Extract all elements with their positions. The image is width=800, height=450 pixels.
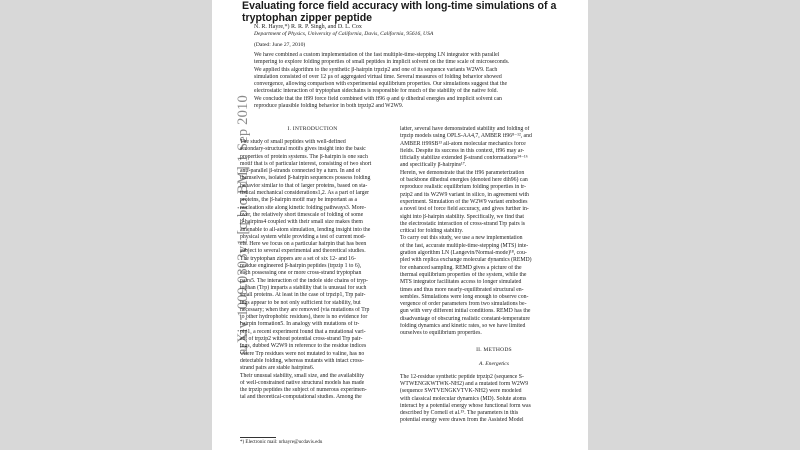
text-line: hairpin formation5. In analogy with mutations of tr- [240, 321, 360, 328]
abstract-line: reproduce plausible folding behavior in both trpzip2 and W2W9. [254, 103, 404, 110]
text-line: over, the relatively short timescale of folding of some [240, 211, 364, 218]
text-line: pzip2 and its W2W9 variant in silico, in agreement with [400, 191, 529, 198]
paragraph [400, 126, 588, 170]
abstract-line: We have combined a custom implementation of the fast multiple-time-stepping LN integrator with parallel [254, 52, 500, 58]
text-line: themselves, isolated β-hairpin sequences possess folding [240, 175, 371, 182]
paragraph [400, 170, 588, 236]
title-line: Evaluating force field accuracy with long-time simulations of a [242, 0, 557, 12]
paragraph [400, 235, 588, 337]
text-line: experiment. Simulation of the W2W9 variant embodies [400, 198, 528, 205]
subsection-heading-energetics: A. Energetics [479, 360, 509, 367]
text-line: necessary; when they are removed (via mutations of Trp [240, 306, 370, 313]
authors: N. R. Hayre,*) R. R. P. Singh, and D. L. Cox [254, 24, 362, 30]
text-line: vergence of order parameters from two simulations be- [400, 301, 527, 308]
text-line: strand pairs are stable hairpins6. [240, 365, 315, 372]
text-line: tal and theoretical-computational studies. Among the [240, 394, 362, 401]
text-line: Their unusual stability, small size, and the availability [240, 372, 365, 379]
title-line: tryptophan zipper peptide [242, 12, 373, 24]
text-line: to other hydrophobic residues), there is no evidence for [240, 314, 368, 321]
text-line: residue engineered β-hairpin peptides (trpzip 1 to 6), [240, 263, 362, 270]
text-line: ings, dubbed W2W9 in reference to the residue indices [240, 343, 367, 350]
text-line: gration algorithm LN (Langevin/Normal-mode)¹⁸, cou- [400, 250, 527, 257]
text-line: pled with replica exchange molecular dynamics (REMD) [400, 257, 532, 264]
text-line: ant of trpzip2 without potential cross-strand Trp pair- [240, 336, 363, 343]
section-heading-methods: II. METHODS [476, 346, 512, 353]
text-line: of backbone dihedral energies (denoted here dih96) can [400, 177, 528, 184]
text-line: a novel test of force field accuracy, and gives further in- [400, 206, 529, 213]
text-line: secondary-structural motifs gives insight into the basic [240, 146, 366, 153]
text-line: properties of protein systems. The β-hairpin is one such [240, 153, 368, 160]
text-line: each possessing one or more cross-strand tryptophan [240, 270, 362, 277]
text-line: AMBER ff99SB¹³ all-atom molecular mechanics force [400, 140, 526, 147]
text-line: sight into β-hairpin stability. Specifically, we find that [400, 213, 525, 220]
text-line: motif that is of particular interest, consisting of two short [240, 160, 372, 167]
text-line: where Trp residues were not mutated to valine, has no [240, 350, 365, 357]
abstract-line: convergence, allowing comparison with experimental equilibrium properties. Our simulations suggest that the [254, 81, 507, 88]
text-line: latter, several have demonstrated stability and folding of [400, 126, 530, 132]
text-line: of the fast, accurate multiple-time-stepping (MTS) inte- [400, 242, 529, 249]
text-line: nucleation site along kinetic folding pathways3. More- [240, 204, 366, 211]
text-line: tistical mechanical considerations1,2. As a part of larger [240, 190, 370, 197]
paragraph [400, 374, 588, 425]
text-line: anti-parallel β-strands connected by a turn. In and of [240, 168, 361, 175]
affiliation: Department of Physics, University of California, Davis, California, 95616, USA [254, 31, 434, 37]
text-line: The study of small peptides with well-defined [240, 139, 346, 145]
section-heading-introduction: I. INTRODUCTION [287, 126, 338, 132]
abstract-line: tempering to explore folding properties of small peptides in implicit solvent on the time scale of microseconds. [254, 59, 510, 66]
text-line: disadvantage of obscuring realistic constant-temperature [400, 315, 530, 322]
abstract-line: electrostatic interaction of tryptophan sidechains is responsible for much of the stability of the native fold. [254, 88, 498, 95]
text-line: tificially stabilize extended β-strand conformations¹⁴⁻¹⁶ [400, 155, 528, 162]
text-line: β-hairpins4 coupled with their small size makes them [240, 219, 363, 226]
text-line: and specifically β-hairpins¹⁷. [400, 162, 467, 169]
text-line: thermal equilibrium properties of the system, while the [400, 271, 527, 278]
abstract-line: We applied this algorithm to the synthetic β-hairpin trpzip2 and one of its sequence variants W2W9. Each [254, 66, 498, 73]
text-line: reproduce realistic equilibrium folding properties in tr- [400, 184, 527, 191]
text-line: for enhanced sampling. REMD gives a picture of the [400, 264, 522, 271]
text-line: of well-constrained native structural models has made [240, 379, 365, 386]
footnote-rule [240, 437, 276, 438]
paragraph [240, 256, 385, 373]
footnote: *) Electronic mail: nrhayre@ucdavis.edu [240, 440, 323, 445]
text-line: critical for folding stability. [400, 228, 464, 235]
text-line: gun with very different initial conditions. REMD has the [400, 308, 531, 315]
abstract-line: simulation consisted of over 12 μs of aggregated virtual time. Several measures of folding behavior showed [254, 73, 502, 80]
text-line: pairs5. The interaction of the indole side chains of tryp- [240, 277, 368, 284]
left-column [240, 125, 385, 402]
text-line: The tryptophan zippers are a set of six 12- and 16- [240, 255, 356, 262]
text-line: behavior similar to that of larger proteins, based on sta- [240, 182, 368, 189]
text-line: (sequence SWTVENGKVTVK-NH2) were modeled [400, 388, 522, 395]
text-line: Herein, we demonstrate that the ff96 parameterization [400, 169, 525, 176]
text-line: To carry out this study, we use a new implementation [400, 235, 523, 242]
text-line: proteins, the β-hairpin motif may be important as a [240, 197, 358, 204]
abstract-line: We conclude that the ff99 force field combined with ff96 φ and ψ dihedral energies and implicit solvent can [254, 95, 502, 102]
text-line: fields. Despite its success in this context, ff96 may ar- [400, 147, 525, 154]
text-line: physical system while providing a test of current mod- [240, 233, 366, 240]
text-line: sembles. Simulations were long enough to observe con- [400, 293, 529, 300]
text-line: WTWENGKWTWK-NH2) and a mutated form W2W9 [400, 380, 529, 387]
text-line: small proteins. At least in the case of trpzip1, Trp pair- [240, 292, 366, 299]
right-column [400, 126, 588, 425]
text-line: trpzip models using OPLS-AA4,7, AMBER ff96⁸⁻¹², and [400, 133, 532, 140]
arxiv-identifier: arXiv:1009.0303v1 [q-bio.BM] 1 Sep 2010 [235, 95, 251, 355]
text-line: els. Here we focus on a particular hairpin that has been [240, 241, 367, 248]
paragraph [240, 139, 385, 256]
text-line: folding dynamics and kinetic rates, so we have limited [400, 323, 526, 330]
text-line: tophan (Trp) imparts a stability that is unusual for such [240, 284, 367, 291]
text-line: ings appear to be not only sufficient for stability, but [240, 299, 361, 306]
text-line: times and thus more nearly-equilibrated structural en- [400, 286, 524, 293]
text-line: The 12-residue synthetic peptide trpzip2 (sequence S- [400, 373, 524, 380]
paper-page [212, 0, 588, 450]
text-line: the electrostatic interaction of cross-strand Trp pairs is [400, 220, 526, 227]
text-line: with classical molecular dynamics (MD). Solute atoms [400, 395, 527, 402]
text-line: interact by a potential energy whose functional form was [400, 402, 531, 409]
text-line: detectable folding, whereas mutants with intact cross- [240, 357, 364, 364]
abstract [254, 52, 588, 110]
text-line: potential energy were drawn from the Assisted Model [400, 417, 524, 424]
date-line: (Dated: June 27, 2010) [254, 42, 306, 48]
text-line: MTS integrator facilitates access to longer simulated [400, 279, 522, 286]
text-line: ourselves to equilibrium properties. [400, 330, 482, 337]
text-line: pip1, a recent experiment found that a mutational vari- [240, 328, 366, 335]
text-line: subject to several experimental and theoretical studies. [240, 248, 366, 255]
paper-title [242, 0, 582, 24]
text-line: the trpzip peptides the subject of numerous experimen- [240, 387, 367, 394]
text-line: amenable to all-atom simulation, lending insight into the [240, 226, 371, 233]
paragraph [240, 373, 385, 402]
text-line: described by Cornell et al.¹⁹. The parameters in this [400, 410, 519, 417]
